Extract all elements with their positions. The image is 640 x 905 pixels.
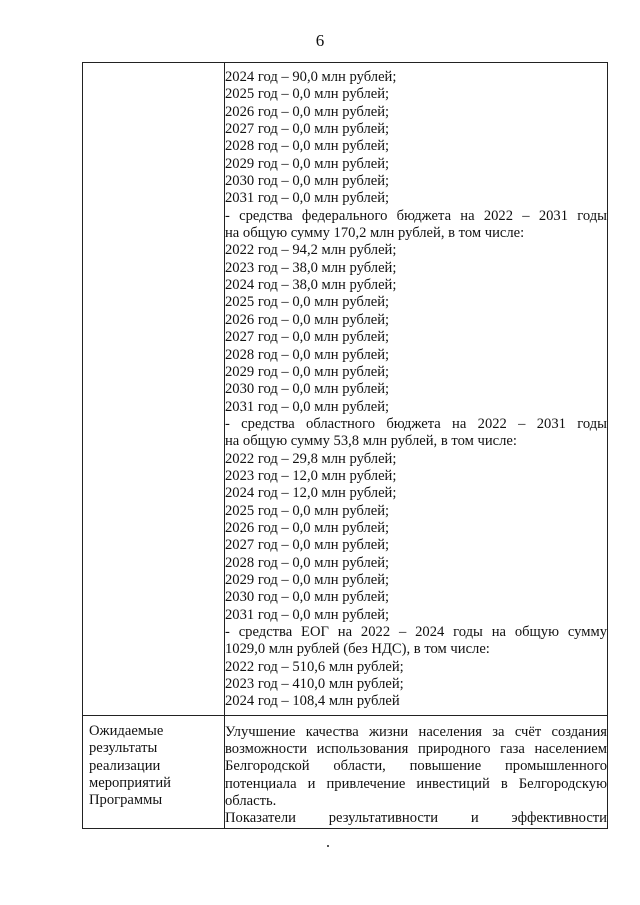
funding-line: 2031 год – 0,0 млн рублей; xyxy=(225,398,390,415)
funding-line: 2024 год – 38,0 млн рублей; xyxy=(225,277,397,294)
table-row-funding xyxy=(83,63,608,716)
expected-results-label xyxy=(83,716,224,810)
funding-line: 2030 год – 0,0 млн рублей; xyxy=(225,173,390,190)
funding-line: 2022 год – 94,2 млн рублей; xyxy=(225,242,397,259)
funding-line: 2023 год – 38,0 млн рублей; xyxy=(225,259,397,276)
label-line: реализации xyxy=(89,757,161,774)
funding-line: 2025 год – 0,0 млн рублей; xyxy=(225,502,390,519)
funding-line: 2028 год – 0,0 млн рублей; xyxy=(225,346,390,363)
expected-results-continuation: Показатели результативности и эффективности xyxy=(225,810,607,827)
funding-line: 2025 год – 0,0 млн рублей; xyxy=(225,294,390,311)
funding-line: 1029,0 млн рублей (без НДС), в том числе: xyxy=(225,641,490,658)
funding-line: - средства областного бюджета на 2022 – 2031 годы xyxy=(225,415,607,432)
funding-line: 2031 год – 0,0 млн рублей; xyxy=(225,606,390,623)
funding-line: 2029 год – 0,0 млн рублей; xyxy=(225,363,390,380)
expected-results-paragraph: Улучшение качества жизни населения за счёт создания возможности использования природного газа населением Белгородской области, повышение промышленного потенциала и привлечение инвестиций в Белгородскую область. xyxy=(225,723,607,810)
funding-line: 2029 год – 0,0 млн рублей; xyxy=(225,571,390,588)
funding-line: на общую сумму 53,8 млн рублей, в том числе: xyxy=(225,433,517,450)
label-line: результаты xyxy=(89,740,158,757)
funding-line: 2022 год – 29,8 млн рублей; xyxy=(225,450,397,467)
funding-line: 2024 год – 90,0 млн рублей; xyxy=(225,69,397,85)
funding-line: 2022 год – 510,6 млн рублей; xyxy=(225,658,404,675)
funding-line: 2023 год – 410,0 млн рублей; xyxy=(225,676,404,693)
funding-line: 2027 год – 0,0 млн рублей; xyxy=(225,121,390,138)
funding-line: 2026 год – 0,0 млн рублей; xyxy=(225,519,390,536)
funding-line: 2029 год – 0,0 млн рублей; xyxy=(225,155,390,172)
label-line: Программы xyxy=(89,792,163,809)
row-label-cell xyxy=(83,63,225,716)
funding-line: 2025 год – 0,0 млн рублей; xyxy=(225,86,390,103)
program-passport-table xyxy=(82,62,608,829)
scan-speck xyxy=(327,845,329,847)
funding-line: 2024 год – 12,0 млн рублей; xyxy=(225,485,397,502)
funding-line: 2026 год – 0,0 млн рублей; xyxy=(225,103,390,120)
label-line: мероприятий xyxy=(89,774,171,791)
funding-line: 2030 год – 0,0 млн рублей; xyxy=(225,381,390,398)
funding-line: 2028 год – 0,0 млн рублей; xyxy=(225,554,390,571)
table-row-expected-results xyxy=(83,715,608,828)
funding-line: 2030 год – 0,0 млн рублей; xyxy=(225,589,390,606)
funding-line: 2027 год – 0,0 млн рублей; xyxy=(225,329,390,346)
label-line: Ожидаемые xyxy=(89,722,164,739)
funding-line: 2028 год – 0,0 млн рублей; xyxy=(225,138,390,155)
funding-line: 2024 год – 108,4 млн рублей xyxy=(225,693,400,710)
funding-line: - средства ЕОГ на 2022 – 2024 годы на общую сумму xyxy=(225,624,607,640)
funding-line: - средства федерального бюджета на 2022 – 2031 годы xyxy=(225,207,607,224)
funding-line: 2031 год – 0,0 млн рублей; xyxy=(225,190,390,207)
page-number: 6 xyxy=(315,31,325,50)
funding-line: 2026 год – 0,0 млн рублей; xyxy=(225,311,390,328)
expected-results-cell xyxy=(225,715,608,828)
funding-line: 2027 год – 0,0 млн рублей; xyxy=(225,537,390,554)
funding-lines xyxy=(225,63,607,715)
funding-line: на общую сумму 170,2 млн рублей, в том числе: xyxy=(225,225,525,242)
funding-details-cell xyxy=(225,63,608,716)
funding-line: 2023 год – 12,0 млн рублей; xyxy=(225,467,397,484)
row-label-cell xyxy=(83,715,225,828)
